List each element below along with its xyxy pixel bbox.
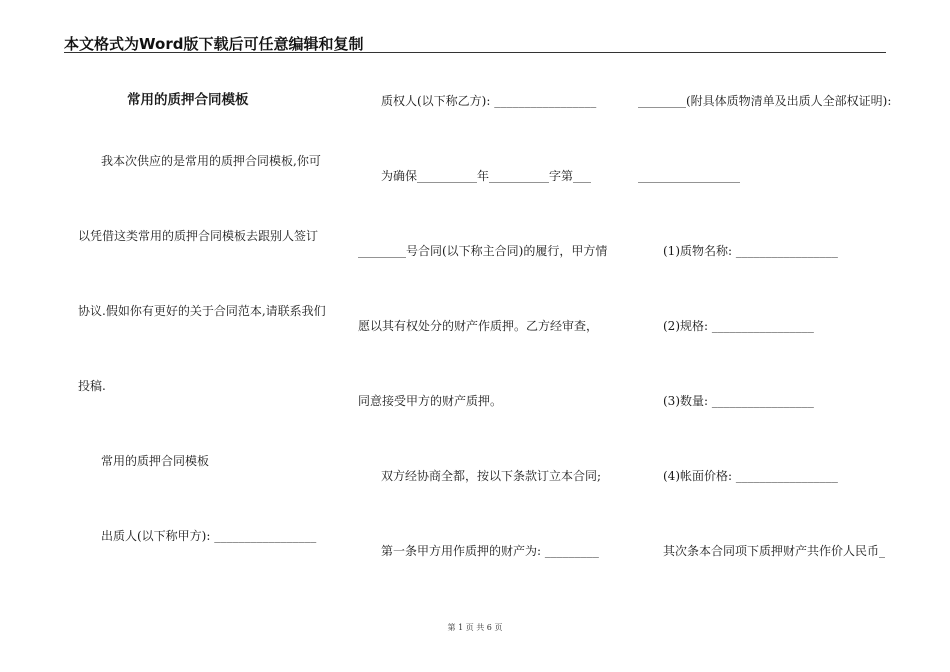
middle-line-6: 双方经协商全都，按以下条款订立本合同;: [381, 469, 602, 483]
document-header-title: 本文格式为Word版下载后可任意编辑和复制: [64, 35, 364, 53]
spec-field: (2)规格: _________________: [663, 319, 814, 333]
left-paragraph-line-4: 投稿.: [78, 379, 106, 393]
article-one: 第一条甲方用作质押的财产为: _________: [381, 544, 599, 558]
header-divider: [64, 52, 886, 53]
section-heading: 常用的质押合同模板: [101, 454, 210, 468]
left-paragraph-line-2: 以凭借这类常用的质押合同模板去跟别人签订: [78, 229, 319, 243]
pledgor-field: 出质人(以下称甲方): _________________: [101, 529, 317, 543]
page-number: 第 1 页 共 6 页: [447, 623, 503, 632]
middle-line-4: 愿以其有权处分的财产作质押。乙方经审查，: [358, 319, 599, 333]
right-line-1: ________(附具体质物清单及出质人全部权证明):: [638, 94, 892, 108]
middle-line-5: 同意接受甲方的财产质押。: [358, 394, 503, 408]
document-title: 常用的质押合同模板: [127, 92, 249, 108]
left-paragraph-line-3: 协议.假如你有更好的关于合同范本,请联系我们: [78, 304, 326, 318]
pledgee-field: 质权人(以下称乙方): _________________: [381, 94, 597, 108]
book-value-field: (4)帐面价格: _________________: [663, 469, 838, 483]
pledge-name-field: (1)质物名称: _________________: [663, 244, 838, 258]
left-paragraph-line-1: 我本次供应的是常用的质押合同模板,你可: [101, 154, 321, 168]
right-line-2: _________________: [638, 169, 740, 183]
middle-line-3: ________号合同(以下称主合同)的履行，甲方情: [358, 244, 608, 258]
quantity-field: (3)数量: _________________: [663, 394, 814, 408]
article-two: 其次条本合同项下质押财产共作价人民币_: [663, 544, 886, 558]
middle-line-2: 为确保__________年__________字第___: [381, 169, 592, 183]
